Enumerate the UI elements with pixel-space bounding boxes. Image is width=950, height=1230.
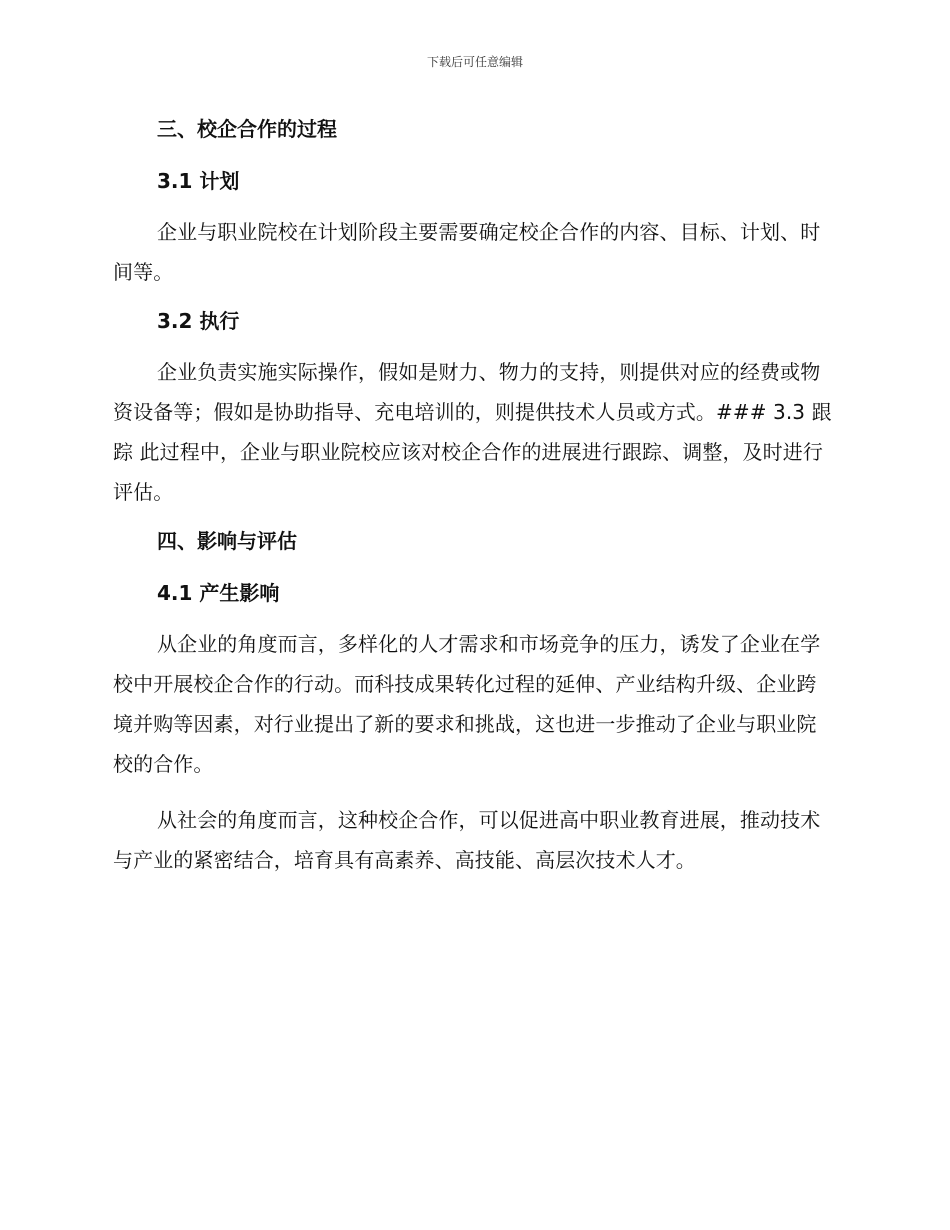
subsection-heading-3-1: 3.1 计划	[157, 169, 240, 193]
paragraph-4-1-b: 从社会的角度而言，这种校企合作，可以促进高中职业教育进展，推动技术与产业的紧密结合，培育具有高素养、高技能、高层次技术人才。	[113, 808, 821, 872]
paragraph-3-1: 企业与职业院校在计划阶段主要需要确定校企合作的内容、目标、计划、时间等。	[113, 220, 821, 284]
page-header-note: 下载后可任意编辑	[426, 55, 523, 69]
paragraph-3-2: 企业负责实施实际操作，假如是财力、物力的支持，则提供对应的经费或物资设备等；假如是协助指导、充电培训的，则提供技术人员或方式。### 3.3 跟踪 此过程中，企业与职业院校应该对校企合作的进展进行跟踪、调整，及时进行评估。	[113, 360, 832, 504]
paragraph-4-1-a: 从企业的角度而言，多样化的人才需求和市场竞争的压力，诱发了企业在学校中开展校企合作的行动。而科技成果转化过程的延伸、产业结构升级、企业跨境并购等因素，对行业提出了新的要求和挑战，这也进一步推动了企业与职业院校的合作。	[113, 632, 821, 776]
document-content	[113, 108, 833, 880]
section-heading-4: 四、影响与评估	[157, 529, 297, 553]
subsection-heading-4-1: 4.1 产生影响	[157, 581, 280, 605]
subsection-heading-3-2: 3.2 执行	[157, 309, 240, 333]
section-heading-3: 三、校企合作的过程	[157, 117, 337, 141]
